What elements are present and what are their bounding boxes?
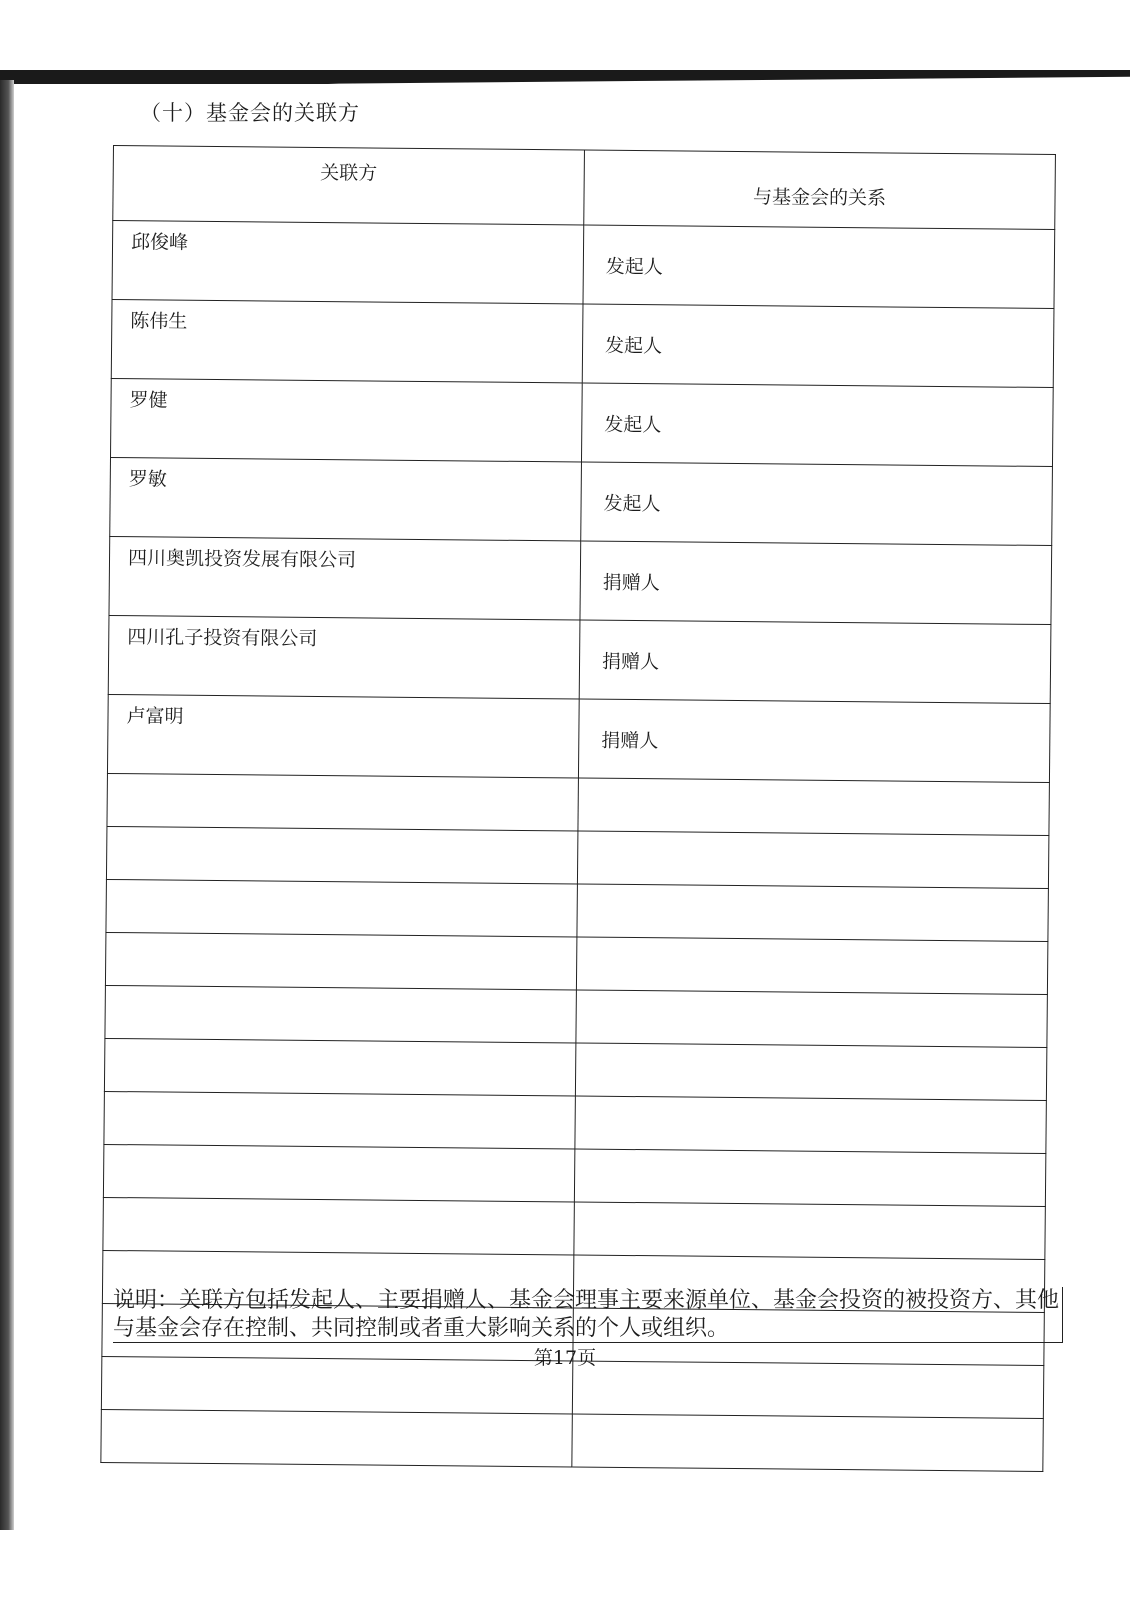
empty-table-row bbox=[105, 985, 1047, 1047]
empty-cell bbox=[101, 1409, 572, 1467]
related-party-name: 罗敏 bbox=[110, 457, 582, 541]
table-body bbox=[101, 221, 1055, 1472]
empty-cell bbox=[575, 1043, 1046, 1101]
empty-cell bbox=[104, 1038, 575, 1096]
relationship-value: 发起人 bbox=[583, 225, 1055, 309]
empty-cell bbox=[577, 884, 1048, 942]
empty-cell bbox=[103, 1144, 574, 1202]
relationship-value: 发起人 bbox=[582, 304, 1054, 388]
related-parties-table bbox=[100, 145, 1056, 1472]
header-relationship: 与基金会的关系 bbox=[584, 150, 1056, 230]
page-number: 第17页 bbox=[533, 1347, 597, 1369]
related-parties-table-wrapper bbox=[102, 145, 1067, 1304]
relationship-value: 发起人 bbox=[581, 383, 1053, 467]
table-row bbox=[109, 536, 1052, 624]
empty-table-row bbox=[103, 1144, 1045, 1206]
table-row bbox=[111, 378, 1054, 466]
empty-cell bbox=[578, 778, 1049, 836]
empty-cell bbox=[574, 1149, 1045, 1207]
table-header-row bbox=[113, 146, 1056, 230]
table-row bbox=[112, 221, 1055, 309]
empty-cell bbox=[107, 773, 578, 831]
empty-table-row bbox=[105, 932, 1047, 994]
section-title: （十）基金会的关联方 bbox=[140, 101, 360, 125]
empty-cell bbox=[576, 937, 1047, 995]
empty-cell bbox=[105, 985, 576, 1043]
table-row bbox=[108, 615, 1051, 703]
empty-cell bbox=[104, 1091, 575, 1149]
empty-table-row bbox=[107, 773, 1049, 835]
empty-table-row bbox=[104, 1091, 1046, 1153]
empty-cell bbox=[106, 826, 577, 884]
related-party-name: 四川孔子投资有限公司 bbox=[108, 615, 580, 699]
related-party-name: 卢富明 bbox=[107, 694, 579, 778]
related-party-name: 陈伟生 bbox=[111, 299, 583, 383]
empty-table-row bbox=[101, 1409, 1043, 1471]
related-party-name: 邱俊峰 bbox=[112, 221, 584, 305]
relationship-value: 捐赠人 bbox=[578, 699, 1050, 783]
relationship-value: 发起人 bbox=[581, 462, 1053, 546]
explanation-note: 说明：关联方包括发起人、主要捐赠人、基金会理事主要来源单位、基金会投资的被投资方、其他与基金会存在控制、共同控制或者重大影响关系的个人或组织。 bbox=[113, 1287, 1063, 1343]
related-party-name: 罗健 bbox=[111, 378, 583, 462]
empty-table-row bbox=[106, 879, 1048, 941]
empty-cell bbox=[105, 932, 576, 990]
empty-cell bbox=[576, 990, 1047, 1048]
table-row bbox=[107, 694, 1050, 782]
header-related-party: 关联方 bbox=[113, 146, 585, 226]
table-row bbox=[110, 457, 1053, 545]
empty-table-row bbox=[104, 1038, 1046, 1100]
empty-cell bbox=[575, 1096, 1046, 1154]
table-row bbox=[111, 299, 1054, 387]
relationship-value: 捐赠人 bbox=[580, 541, 1052, 625]
empty-cell bbox=[577, 831, 1048, 889]
empty-table-row bbox=[106, 826, 1048, 888]
related-party-name: 四川奥凯投资发展有限公司 bbox=[109, 536, 581, 620]
empty-cell bbox=[572, 1414, 1043, 1472]
empty-cell bbox=[574, 1202, 1045, 1260]
relationship-value: 捐赠人 bbox=[579, 620, 1051, 704]
empty-table-row bbox=[103, 1197, 1045, 1259]
empty-cell bbox=[103, 1197, 574, 1255]
scan-binding-edge bbox=[0, 80, 14, 1530]
empty-cell bbox=[106, 879, 577, 937]
